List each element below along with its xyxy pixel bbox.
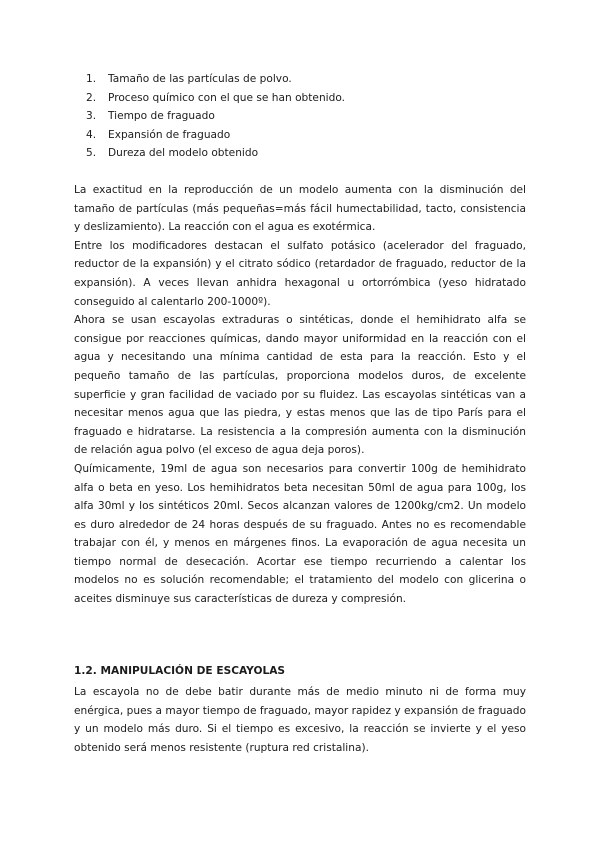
numbered-list xyxy=(86,70,345,163)
list-text: Expansión de fraguado xyxy=(108,128,231,141)
section-heading: 1.2. MANIPULACIÓN DE ESCAYOLAS xyxy=(74,665,286,677)
body-text xyxy=(74,181,526,609)
list-number: 4. xyxy=(86,128,97,141)
paragraph-synthetic-plasters: Ahora se usan escayolas extraduras o sintéticas, donde el hemihidrato alfa se consigue por reacciones químicas, dando mayor uniformidad en la reacción con el agua y necesitando una mínima cantidad de esta para la reacción. Esto y el pequeño tamaño de las partículas, proporciona modelos duros, de excelente superficie y gran facilidad de vaciado por su fluidez. Las escayolas sintéticas van a necesitar menos agua que las piedra, y estas menos que las de tipo París para el fraguado e hidratarse. La resistencia a la compresión aumenta con la disminución de relación agua polvo (el exceso de agua deja poros). xyxy=(74,314,526,457)
list-number: 2. xyxy=(86,91,97,104)
list-text: Dureza del modelo obtenido xyxy=(108,147,259,160)
list-number: 1. xyxy=(86,73,97,85)
list-text: Tiempo de fraguado xyxy=(108,110,215,123)
section-body xyxy=(74,683,526,757)
list-item xyxy=(86,107,345,126)
list-text: Proceso químico con el que se han obtenido. xyxy=(108,91,345,104)
list-item xyxy=(86,89,345,108)
paragraph-modifiers: Entre los modificadores destacan el sulfato potásico (acelerador del fraguado, reductor de la expansión) y el citrato sódico (retardador de fraguado, reductor de la expansión). A veces llevan anhidra hexagonal u ortorrómbica (yeso hidratado conseguido al calentarlo 200-1000º). xyxy=(74,239,526,308)
list-text: Tamaño de las partículas de polvo. xyxy=(108,73,292,85)
list-number: 3. xyxy=(86,110,97,123)
list-number: 5. xyxy=(86,147,97,160)
paragraph-manipulation: La escayola no de debe batir durante más de medio minuto ni de forma muy enérgica, pues a mayor tiempo de fraguado, mayor rapidez y expansión de fraguado y un modelo más duro. Si el tiempo es excesivo, la reacción se invierte y el yeso obtenido será menos resistente (ruptura red cristalina). xyxy=(74,686,526,754)
list-item xyxy=(86,144,345,163)
paragraph-particle-size: La exactitud en la reproducción de un modelo aumenta con la disminución del tamaño de partículas (más pequeñas=más fácil humectabilidad, tacto, consistencia y deslizamiento). La reacción con el agua es exotérmica. xyxy=(74,184,526,234)
paragraph-chemistry: Químicamente, 19ml de agua son necesarios para convertir 100g de hemihidrato alfa o beta en yeso. Los hemihidratos beta necesitan 50ml de agua para 100g, los alfa 30ml y los sintéticos 20ml. Secos alcanzan valores de 1200kg/cm2. Un modelo es duro alrededor de 24 horas después de su fraguado. Antes no es recomendable trabajar con él, y menos en márgenes finos. La evaporación de agua necesita un tiempo normal de desecación. Acortar ese tiempo recurriendo a calentar los modelos no es solución recomendable; el tratamiento del modelo con glicerina o aceites disminuye sus características de dureza y compresión. xyxy=(74,462,526,606)
list-item xyxy=(86,70,345,89)
list-item xyxy=(86,126,345,145)
